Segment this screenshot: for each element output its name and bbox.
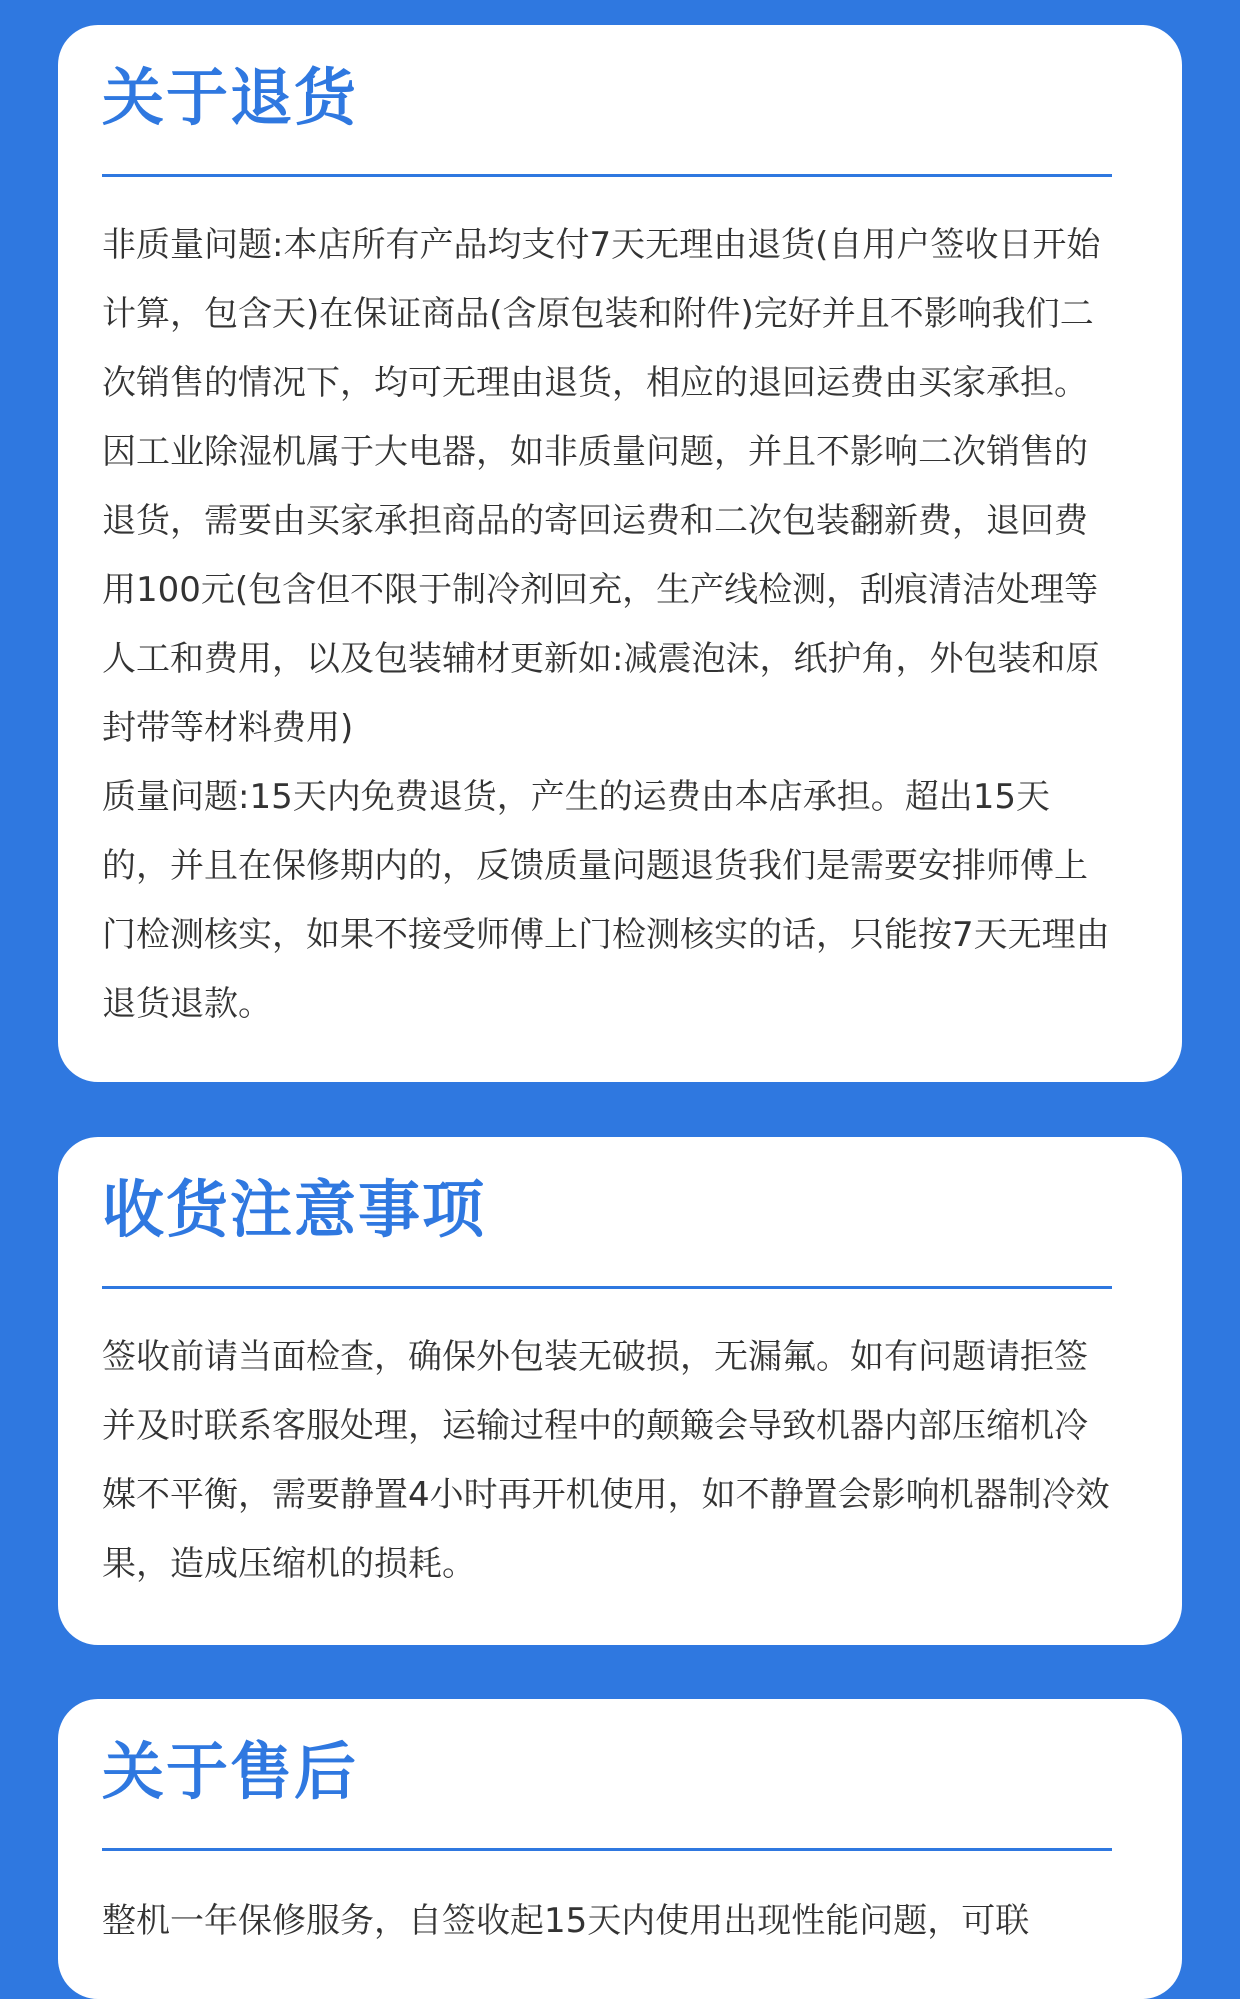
section-body (102, 211, 1112, 1039)
section-card-returns (58, 25, 1182, 1082)
paragraph-quality-returns: 质量问题:15天内免费退货，产生的运费由本店承担。超出15天的，并且在保修期内的，反馈质量问题退货我们是需要安排师傅上门检测核实，如果不接受师傅上门检测核实的话，只能按7天无理由退货退款。 (102, 777, 1110, 1024)
section-card-receiving (58, 1137, 1182, 1645)
section-title: 关于退货 (102, 61, 359, 134)
section-card-aftersales (58, 1699, 1182, 1999)
section-divider (102, 1848, 1112, 1851)
section-divider (102, 174, 1112, 177)
section-title: 收货注意事项 (102, 1173, 487, 1246)
section-title: 关于售后 (102, 1735, 359, 1808)
section-body (102, 1323, 1112, 1599)
paragraph-receiving-notes: 签收前请当面检查，确保外包装无破损，无漏氟。如有问题请拒签并及时联系客服处理，运输过程中的颠簸会导致机器内部压缩机冷媒不平衡，需要静置4小时再开机使用，如不静置会影响机器制冷效果，造成压缩机的损耗。 (102, 1337, 1110, 1584)
section-body (102, 1887, 1112, 1956)
section-divider (102, 1286, 1112, 1289)
paragraph-warranty: 整机一年保修服务，自签收起15天内使用出现性能问题，可联 (102, 1901, 1030, 1941)
paragraph-non-quality-returns: 非质量问题:本店所有产品均支付7天无理由退货(自用户签收日开始计算，包含天)在保证商品(含原包装和附件)完好并且不影响我们二次销售的情况下，均可无理由退货，相应的退回运费由买家承担。因工业除湿机属于大电器，如非质量问题，并且不影响二次销售的退货，需要由买家承担商品的寄回运费和二次包装翻新费，退回费用100元(包含但不限于制冷剂回充，生产线检测，刮痕清洁处理等人工和费用，以及包装辅材更新如:减震泡沫，纸护角，外包装和原封带等材料费用) (102, 225, 1101, 748)
